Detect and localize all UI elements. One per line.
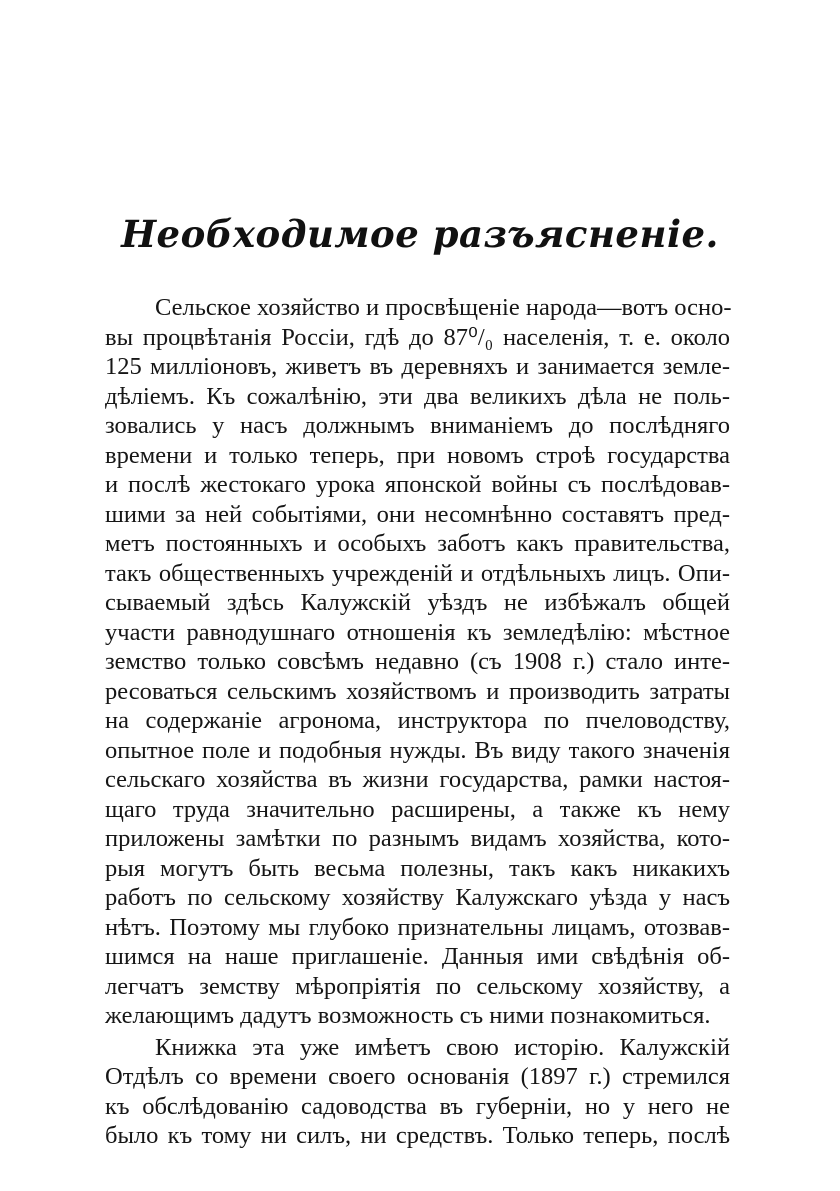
text-line: шими за ней событіями, они несомнѣнно составятъ пред-: [105, 500, 730, 528]
body-text: [105, 293, 730, 1151]
text-line: дѣліемъ. Къ сожалѣнію, эти два великихъ дѣла не поль-: [105, 382, 730, 410]
text-line: къ обслѣдованію садоводства въ губерніи, но у него не: [105, 1092, 730, 1120]
text-line: нѣтъ. Поэтому мы глубоко признательны лицамъ, отозвав-: [105, 913, 730, 941]
text-line: щаго труда значительно расширены, а также къ нему: [105, 795, 730, 823]
text-line: земство только совсѣмъ недавно (съ 1908 г.) стало инте-: [105, 648, 730, 675]
text-line: ресоваться сельскимъ хозяйствомъ и производить затраты: [105, 677, 730, 705]
text-line: сельскаго хозяйства въ жизни государства, рамки настоя-: [105, 766, 730, 793]
text-line: участи равнодушнаго отношенія къ земледѣлію: мѣстное: [105, 618, 730, 646]
text-line: Отдѣлъ со времени своего основанія (1897 г.) стремился: [105, 1063, 730, 1090]
text-line: 125 милліоновъ, живетъ въ деревняхъ и занимается земле-: [105, 353, 730, 380]
text-line: на содержаніе агронома, инструктора по пчеловодству,: [105, 707, 730, 734]
paragraph-1: [105, 293, 730, 1031]
text-line: такъ общественныхъ учрежденій и отдѣльныхъ лицъ. Опи-: [105, 559, 730, 587]
text-line: легчатъ земству мѣропріятія по сельскому хозяйству, а: [105, 972, 730, 1000]
text-line: сываемый здѣсь Калужскій уѣздъ не избѣжалъ общей: [105, 589, 730, 616]
text-line: вы процвѣтанія Россіи, гдѣ до 87⁰/₀ населенія, т. е. около: [105, 323, 730, 351]
text-line: времени и только теперь, при новомъ строѣ государства: [105, 441, 730, 469]
text-line: желающимъ дадутъ возможность съ ними познакомиться.: [105, 1002, 711, 1029]
text-line: метъ постоянныхъ и особыхъ заботъ какъ правительства,: [105, 530, 730, 557]
page-title: Необходимое разъясненіе.: [121, 212, 719, 256]
text-line: работъ по сельскому хозяйству Калужскаго уѣзда у насъ: [105, 884, 730, 911]
text-line: зовались у насъ должнымъ вниманіемъ до послѣдняго: [105, 412, 730, 439]
text-line: Сельское хозяйство и просвѣщеніе народа—вотъ осно-: [155, 294, 732, 321]
text-line: приложены замѣтки по разнымъ видамъ хозяйства, кото-: [105, 825, 730, 852]
paragraph-2: [105, 1033, 730, 1151]
text-line: было къ тому ни силъ, ни средствъ. Только теперь, послѣ: [105, 1122, 730, 1149]
text-line: рыя могутъ быть весьма полезны, такъ какъ никакихъ: [105, 854, 730, 882]
text-line: шимся на наше приглашеніе. Данныя ими свѣдѣнія об-: [105, 943, 730, 970]
text-line: и послѣ жестокаго урока японской войны съ послѣдовав-: [105, 471, 730, 498]
text-line: опытное поле и подобныя нужды. Въ виду такого значенія: [105, 736, 730, 764]
text-line: Книжка эта уже имѣетъ свою исторію. Калужскій: [155, 1033, 730, 1061]
